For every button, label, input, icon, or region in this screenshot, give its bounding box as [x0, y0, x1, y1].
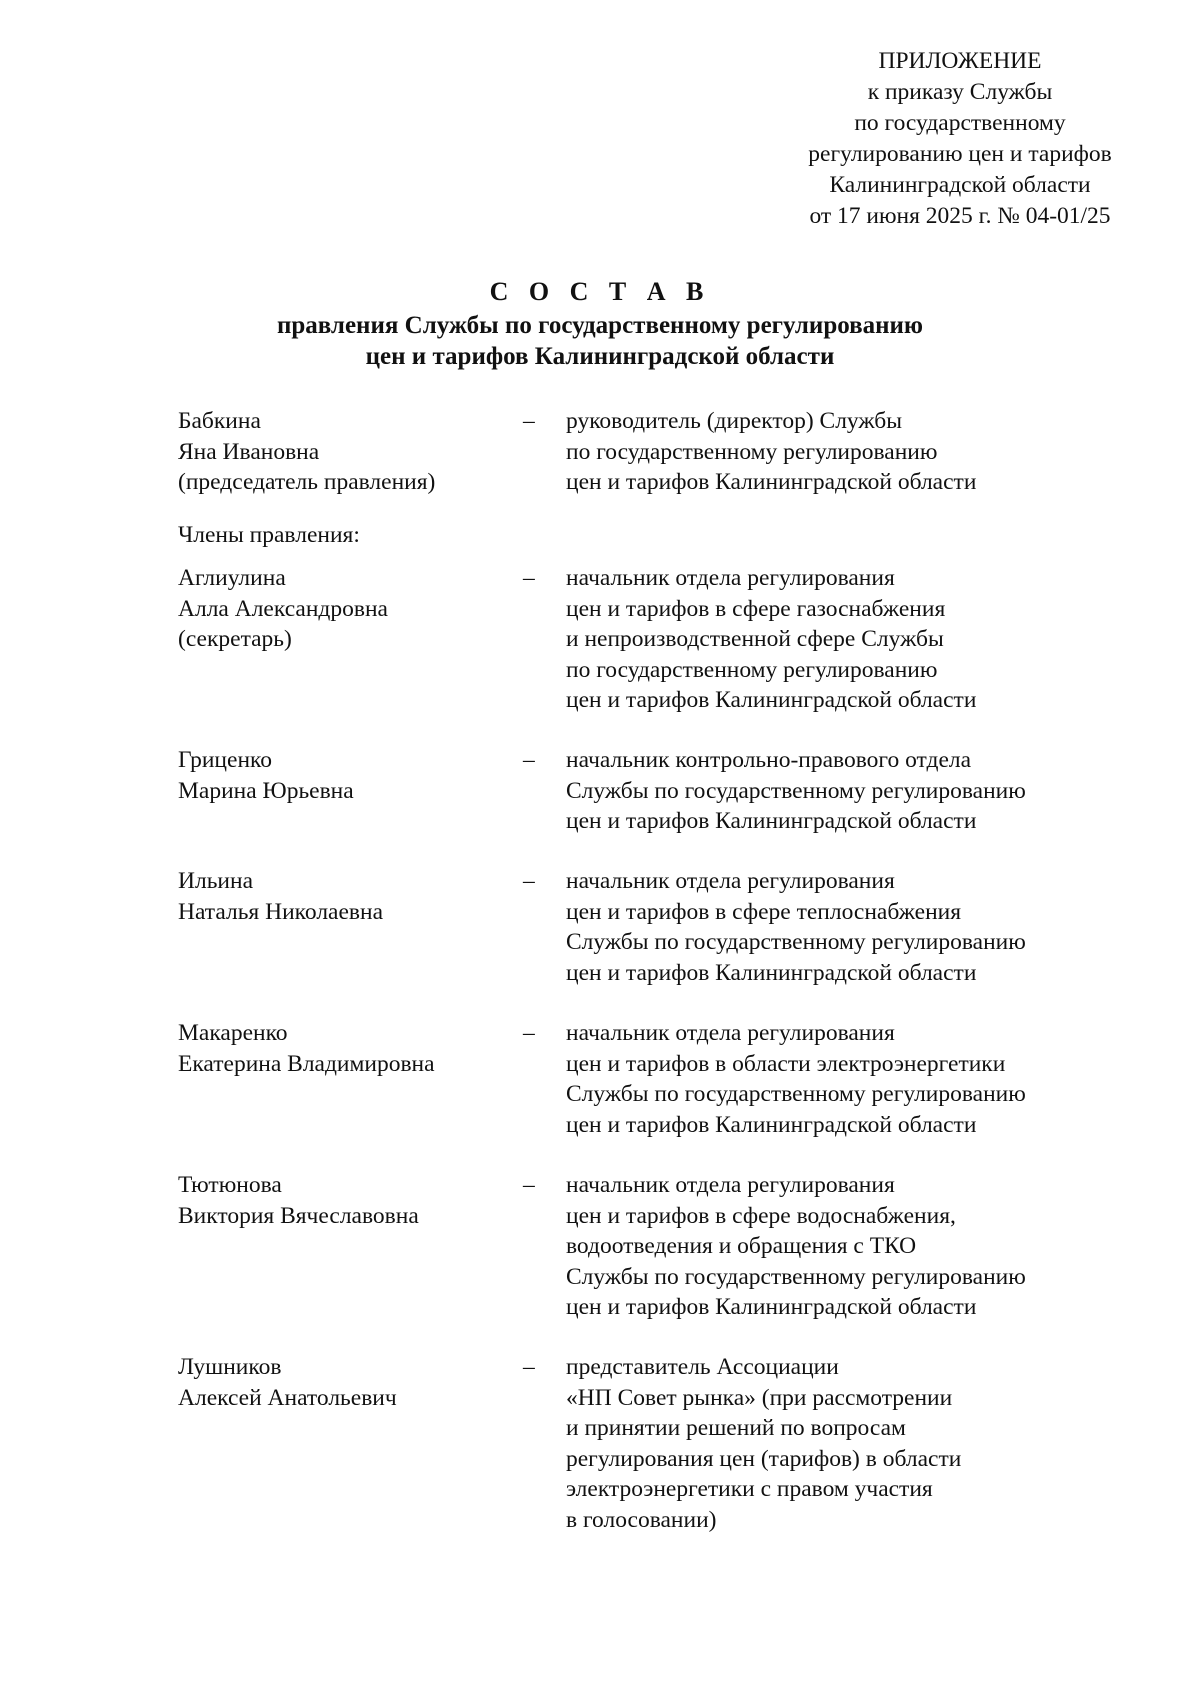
dash-separator: –	[523, 747, 535, 773]
name-line: Яна Ивановна	[178, 438, 320, 465]
dash-separator: –	[523, 1172, 535, 1198]
person-role	[566, 563, 1126, 716]
role-line: и принятии решений по вопросам	[566, 1415, 906, 1441]
appendix-line: Калининградской области	[829, 172, 1091, 198]
role-line: Службы по государственному регулированию	[566, 1263, 1026, 1290]
name-line: Бабкина	[178, 408, 261, 434]
person-name	[178, 745, 498, 806]
role-line: цен и тарифов Калининградской области	[566, 469, 977, 495]
role-line: начальник отдела регулирования	[566, 1020, 895, 1046]
name-line: Лушников	[178, 1354, 282, 1380]
role-line: представитель Ассоциации	[566, 1354, 839, 1380]
person-name	[178, 563, 498, 655]
appendix-line: регулированию цен и тарифов	[808, 141, 1112, 167]
dash-separator: –	[523, 1354, 535, 1380]
person-role	[566, 866, 1126, 988]
appendix-line: ПРИЛОЖЕНИЕ	[878, 48, 1042, 74]
dash-separator: –	[523, 868, 535, 894]
role-line: начальник отдела регулирования	[566, 1172, 895, 1198]
title-subtitle-line: правления Службы по государственному регулированию	[276, 312, 924, 339]
role-line: водоотведения и обращения с ТКО	[566, 1233, 917, 1259]
role-line: в голосовании)	[566, 1506, 717, 1533]
document-title	[0, 276, 1200, 372]
role-line: регулирования цен (тарифов) в области	[566, 1445, 962, 1472]
role-line: Службы по государственному регулированию	[566, 929, 1026, 955]
role-line: начальник отдела регулирования	[566, 565, 895, 591]
role-line: начальник контрольно-правового отдела	[566, 747, 972, 773]
name-line: Тютюнова	[178, 1172, 282, 1198]
person-name	[178, 1352, 498, 1413]
person-name	[178, 1018, 498, 1079]
name-line: Екатерина Владимировна	[178, 1050, 435, 1077]
person-name	[178, 866, 498, 927]
name-line: Аглиулина	[178, 565, 286, 591]
role-line: цен и тарифов в сфере водоснабжения,	[566, 1202, 956, 1229]
person-name	[178, 406, 498, 498]
name-line: (секретарь)	[178, 626, 292, 652]
role-line: по государственному регулированию	[566, 656, 938, 683]
dash-separator: –	[523, 565, 535, 591]
role-line: «НП Совет рынка» (при рассмотрении	[566, 1384, 953, 1411]
role-line: цен и тарифов Калининградской области	[566, 959, 977, 986]
name-line: (председатель правления)	[178, 469, 436, 495]
name-line: Марина Юрьевна	[178, 777, 354, 804]
role-line: цен и тарифов Калининградской области	[566, 1111, 977, 1138]
name-line: Виктория Вячеславовна	[178, 1202, 419, 1229]
dash-separator: –	[523, 1020, 535, 1046]
person-role	[566, 745, 1126, 837]
appendix-block	[760, 46, 1160, 232]
role-line: и непроизводственной сфере Службы	[566, 626, 944, 652]
appendix-line: по государственному	[854, 110, 1066, 136]
role-line: по государственному регулированию	[566, 438, 938, 465]
role-line: цен и тарифов Калининградской области	[566, 1294, 977, 1320]
name-line: Ильина	[178, 868, 253, 894]
role-line: цен и тарифов Калининградской области	[566, 808, 977, 834]
name-line: Алексей Анатольевич	[178, 1384, 397, 1411]
person-role	[566, 406, 1126, 498]
name-line: Наталья Николаевна	[178, 898, 384, 925]
role-line: цен и тарифов в сфере газоснабжения	[566, 595, 946, 622]
role-line: цен и тарифов в области электроэнергетики	[566, 1050, 1006, 1077]
title-subtitle-line: цен и тарифов Калининградской области	[365, 343, 835, 370]
appendix-line: к приказу Службы	[867, 79, 1053, 105]
title-heading: С О С Т А В	[489, 277, 711, 306]
role-line: начальник отдела регулирования	[566, 868, 895, 894]
person-role	[566, 1018, 1126, 1140]
person-role	[566, 1170, 1126, 1323]
role-line: Службы по государственному регулированию	[566, 777, 1026, 804]
person-name	[178, 1170, 498, 1231]
dash-separator: –	[523, 408, 535, 434]
role-line: руководитель (директор) Службы	[566, 408, 903, 434]
members-label: Члены правления:	[178, 522, 360, 548]
role-line: цен и тарифов Калининградской области	[566, 687, 977, 713]
name-line: Макаренко	[178, 1020, 288, 1046]
role-line: электроэнергетики с правом участия	[566, 1476, 933, 1502]
appendix-line: от 17 июня 2025 г. № 04-01/25	[809, 203, 1111, 229]
name-line: Гриценко	[178, 747, 272, 773]
role-line: Службы по государственному регулированию	[566, 1081, 1026, 1107]
person-role	[566, 1352, 1126, 1535]
name-line: Алла Александровна	[178, 595, 388, 622]
role-line: цен и тарифов в сфере теплоснабжения	[566, 898, 962, 925]
